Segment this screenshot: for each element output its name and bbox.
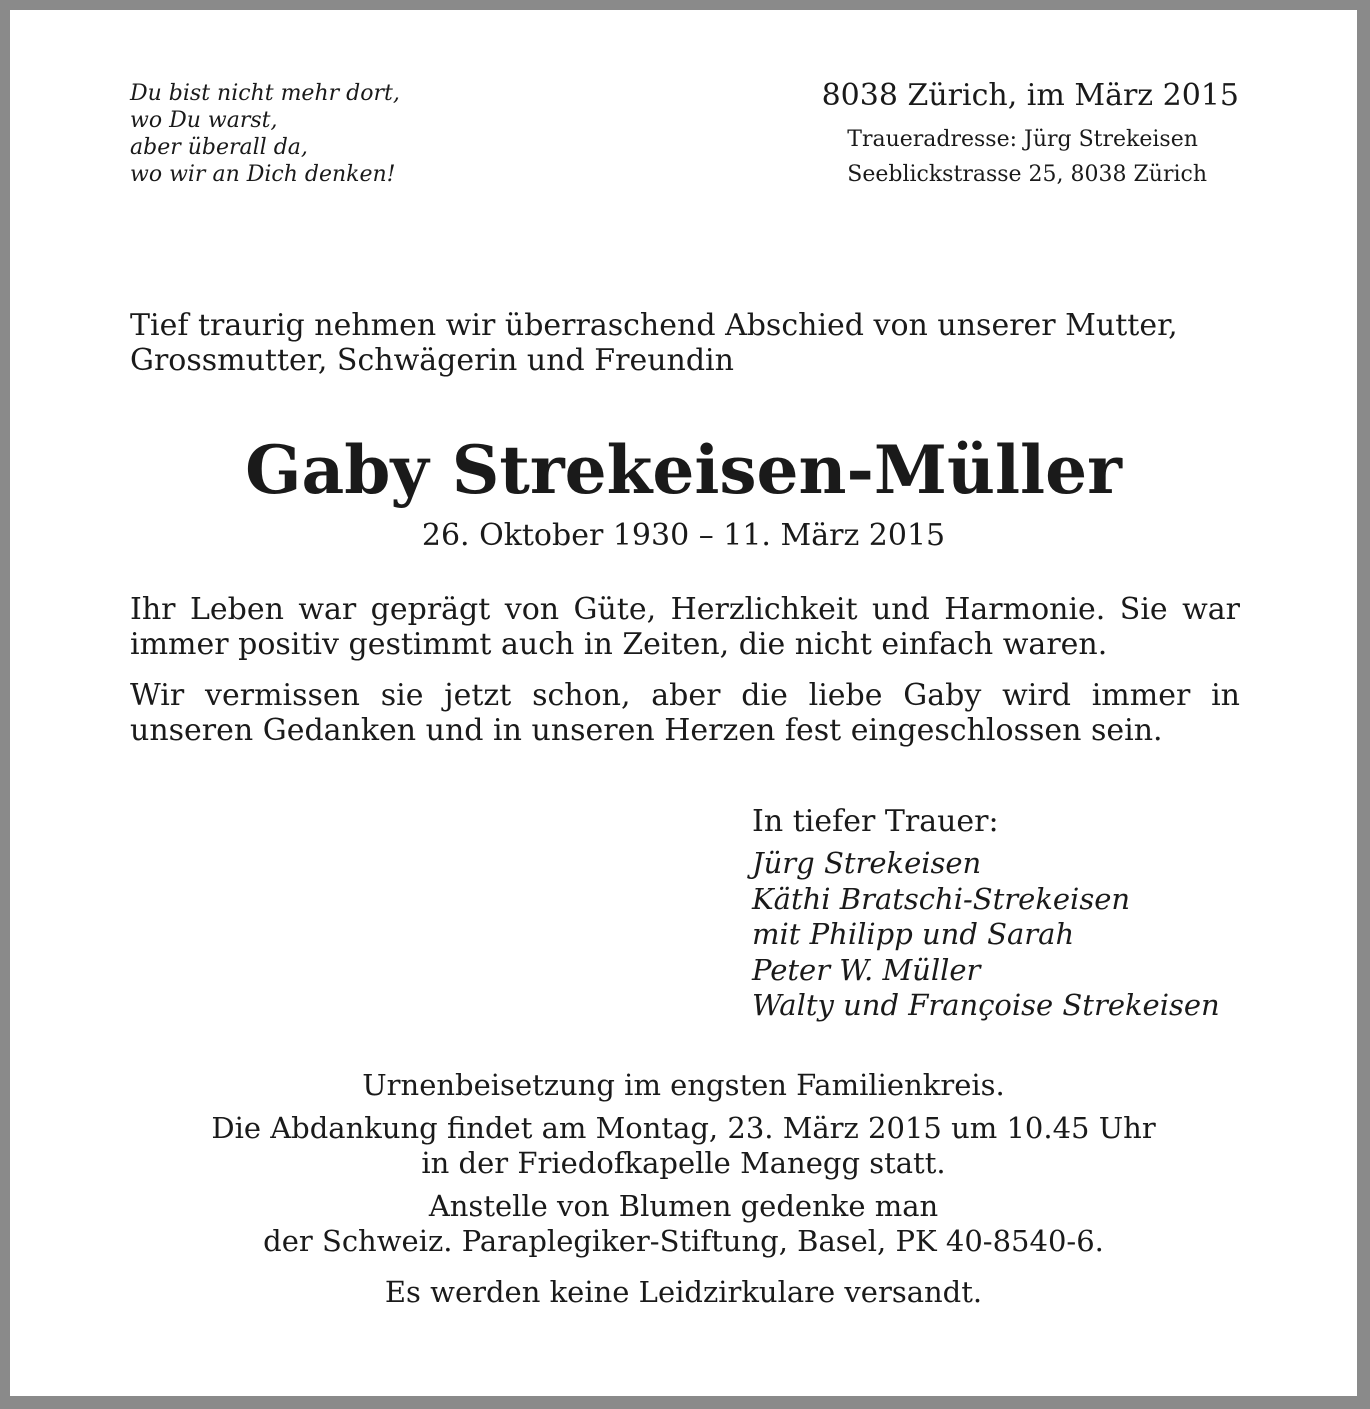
- intro-line: Grossmutter, Schwägerin und Freundin: [130, 343, 734, 378]
- mourning-address: [847, 122, 1207, 192]
- mourner-name: Jürg Strekeisen: [752, 846, 982, 880]
- mourner-name: mit Philipp und Sarah: [752, 917, 1075, 951]
- poem-line: Du bist nicht mehr dort,: [130, 81, 400, 106]
- life-dates: 26. Oktober 1930 – 11. März 2015: [421, 518, 946, 553]
- donation-note: der Schweiz. Paraplegiker-Stiftung, Basel, PK 40-8540-6.: [263, 1224, 1104, 1258]
- circulars-note: Es werden keine Leidzirkulare versandt.: [384, 1275, 983, 1309]
- obituary-page: [10, 10, 1357, 1396]
- poem: [130, 80, 400, 188]
- mourning-heading: In tiefer Trauer:: [752, 804, 999, 839]
- body-paragraph: Wir vermissen sie jetzt schon, aber die liebe Gaby wird immer in unseren Gedanken und in unseren Herzen fest eingeschlossen sein.: [130, 678, 1240, 748]
- donation-note: Anstelle von Blumen gedenke man: [428, 1189, 939, 1223]
- service-note: in der Friedofkapelle Manegg statt.: [421, 1146, 946, 1180]
- mourner-name: Walty und Françoise Strekeisen: [752, 988, 1220, 1022]
- poem-line: wo wir an Dich denken!: [130, 162, 396, 187]
- address-line: Traueradresse: Jürg Strekeisen: [847, 127, 1198, 152]
- address-line: Seeblickstrasse 25, 8038 Zürich: [847, 162, 1207, 187]
- body-paragraph: Ihr Leben war geprägt von Güte, Herzlichkeit und Harmonie. Sie war immer positiv gestimmt auch in Zeiten, die nicht einfach waren.: [130, 592, 1240, 662]
- deceased-name: Gaby Strekeisen-Müller: [245, 431, 1122, 509]
- poem-line: aber überall da,: [130, 135, 308, 160]
- burial-note: Urnenbeisetzung im engsten Familienkreis.: [362, 1068, 1005, 1102]
- intro-line: Tief traurig nehmen wir überraschend Abschied von unserer Mutter,: [130, 308, 1178, 343]
- mourner-name: Käthi Bratschi-Strekeisen: [752, 881, 1131, 916]
- service-note: Die Abdankung findet am Montag, 23. März 2015 um 10.45 Uhr: [211, 1111, 1156, 1145]
- intro-text: [130, 308, 1178, 378]
- poem-line: wo Du warst,: [130, 108, 278, 133]
- mourners-list: [752, 846, 1220, 1024]
- funeral-notes: [10, 1068, 1357, 1310]
- place-date: 8038 Zürich, im März 2015: [821, 78, 1239, 113]
- mourner-name: Peter W. Müller: [752, 952, 981, 987]
